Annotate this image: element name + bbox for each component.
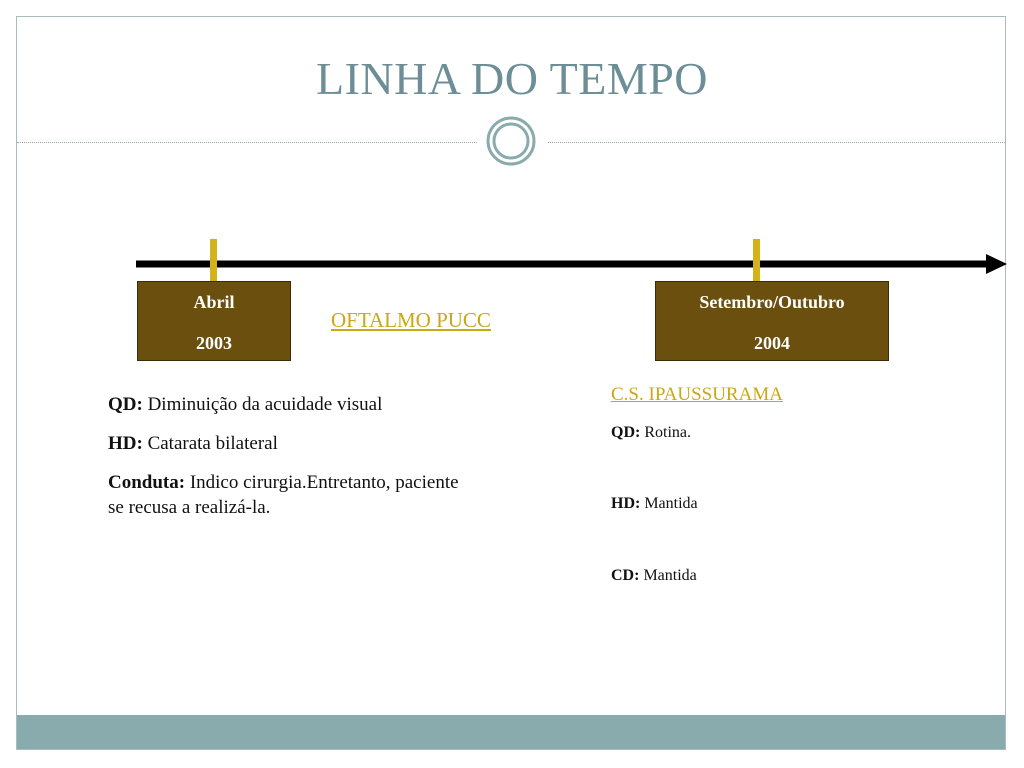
- date-month: Setembro/Outubro: [699, 292, 845, 312]
- note-label: QD:: [108, 394, 143, 415]
- note-label: Conduta:: [108, 472, 186, 493]
- left-notes: [108, 392, 468, 534]
- note-text: Mantida: [639, 567, 697, 584]
- note-label: HD:: [611, 495, 641, 512]
- note-text: Mantida: [640, 495, 698, 512]
- note-label: CD:: [611, 567, 640, 584]
- date-year: 2003: [196, 333, 232, 353]
- note-conduta: [108, 470, 468, 520]
- note-hd: [108, 431, 468, 456]
- slide-title: LINHA DO TEMPO: [315, 53, 709, 104]
- note-qd: [108, 392, 468, 417]
- date-box-2004: [655, 281, 889, 361]
- date-month: Abril: [193, 292, 235, 312]
- right-note-qd: [611, 424, 691, 442]
- note-text: Catarata bilateral: [142, 433, 278, 454]
- note-label: HD:: [108, 433, 143, 454]
- cs-ipaussurama-link[interactable]: C.S. IPAUSSURAMA: [611, 384, 783, 405]
- note-text: Diminuição da acuidade visual: [142, 394, 383, 415]
- right-note-cd: [611, 567, 697, 585]
- date-box-2003: [137, 281, 291, 361]
- title-divider-left: [17, 142, 477, 143]
- note-label: QD:: [611, 424, 641, 441]
- note-text: Indico cirurgia.Entretanto, paciente se recusa a realizá-la.: [108, 472, 459, 518]
- note-text: Rotina.: [640, 424, 691, 441]
- oftalmo-pucc-link[interactable]: OFTALMO PUCC: [331, 308, 491, 332]
- title-divider-right: [548, 142, 1005, 143]
- date-year: 2004: [754, 333, 790, 353]
- right-note-hd: [611, 495, 698, 513]
- bottom-band: [17, 715, 1005, 749]
- circle-ornament-icon: [485, 115, 537, 167]
